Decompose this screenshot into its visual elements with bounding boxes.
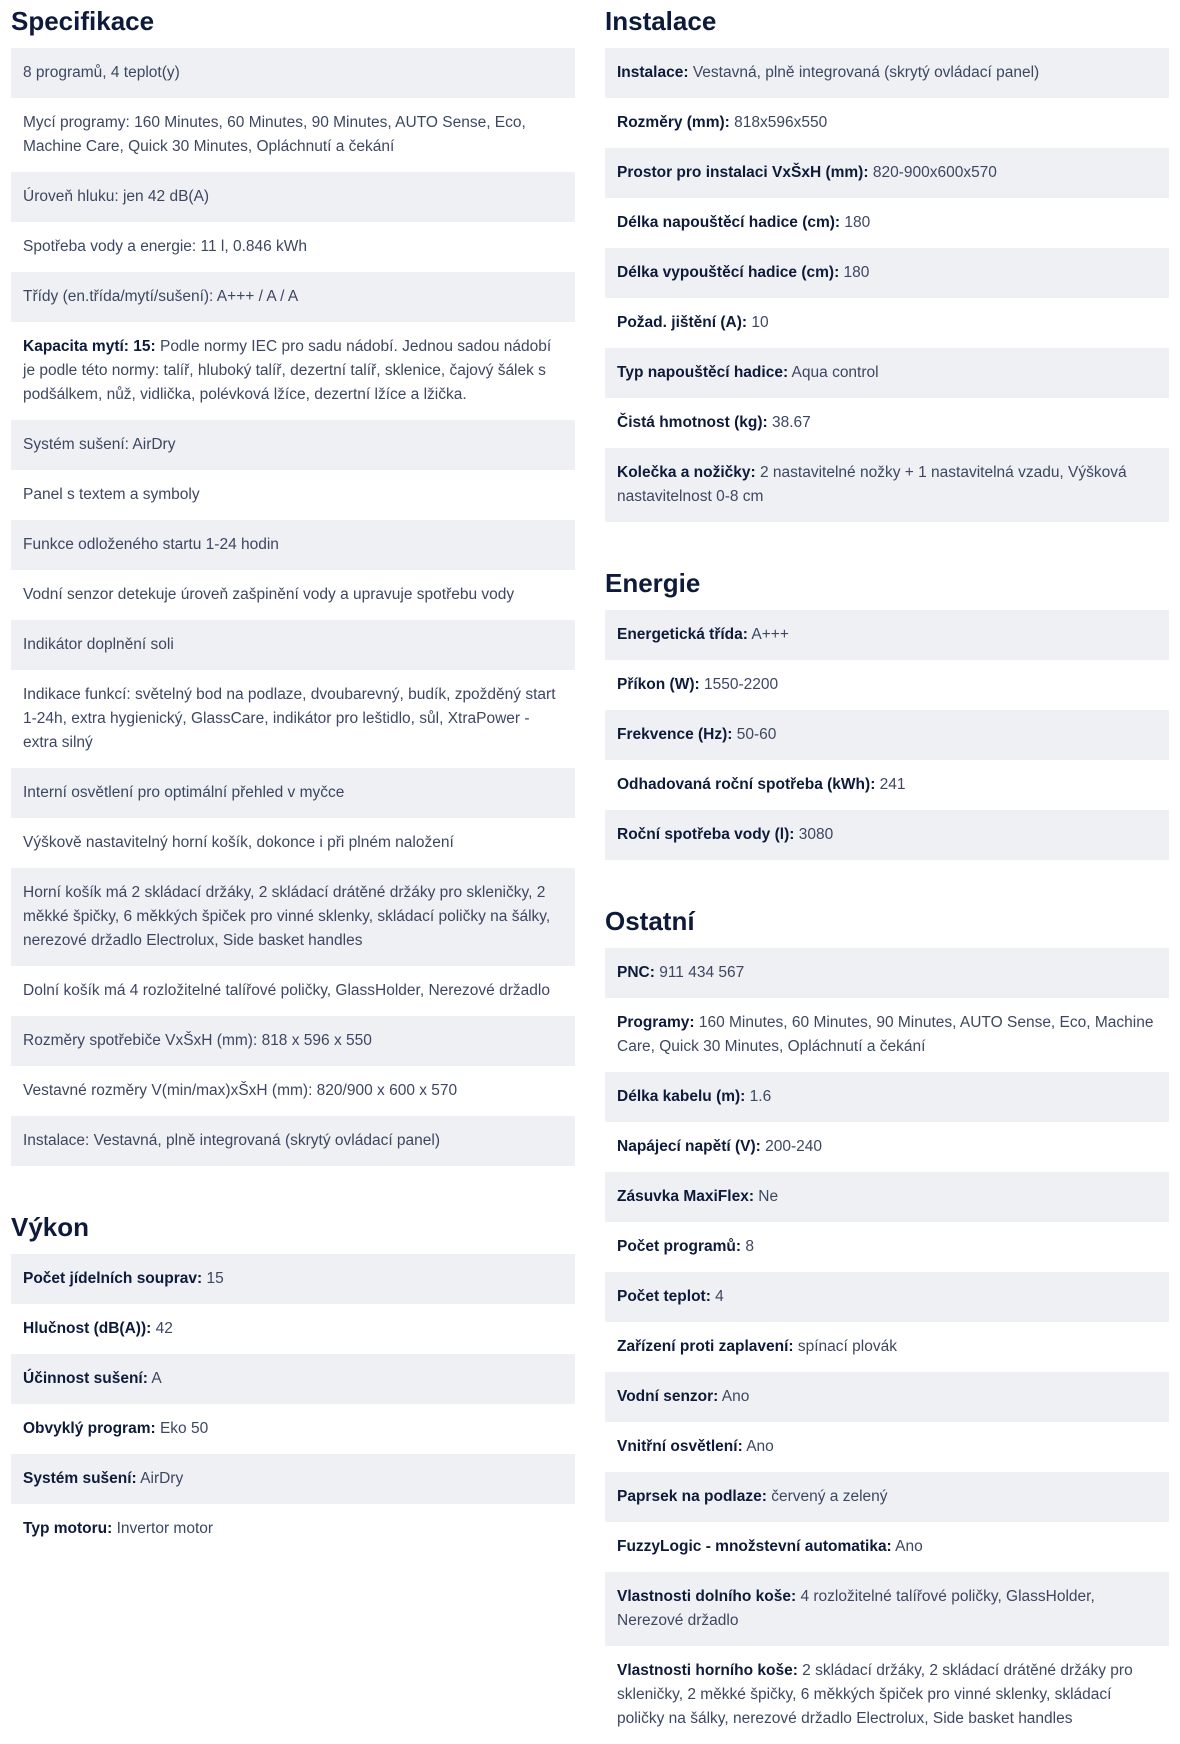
spec-row (605, 1422, 1169, 1472)
spec-row (11, 1304, 575, 1354)
right-column (605, 0, 1169, 1744)
spec-label: Odhadovaná roční spotřeba (kWh): (617, 776, 876, 793)
spec-label: Systém sušení: (23, 1470, 137, 1487)
spec-list-specifikace (11, 48, 575, 1166)
spec-value: 50-60 (732, 726, 777, 743)
spec-row (605, 198, 1169, 248)
spec-value: 4 (710, 1288, 724, 1305)
spec-row (11, 1504, 575, 1554)
spec-row (605, 1172, 1169, 1222)
spec-value: spínací plovák (793, 1338, 897, 1355)
spec-label: Kolečka a nožičky: (617, 464, 756, 481)
spec-row (11, 1116, 575, 1166)
spec-label: Délka vypouštěcí hadice (cm): (617, 264, 840, 281)
spec-row (11, 570, 575, 620)
spec-label: Vlastnosti dolního koše: (617, 1588, 797, 1605)
spec-label: Vodní senzor: (617, 1388, 719, 1405)
spec-row (11, 1454, 575, 1504)
spec-value: 241 (875, 776, 906, 793)
spec-value: 15 (202, 1270, 224, 1287)
spec-label: PNC: (617, 964, 655, 981)
spec-row (11, 768, 575, 818)
spec-row (605, 610, 1169, 660)
spec-row (605, 710, 1169, 760)
spec-row (605, 1372, 1169, 1422)
spec-label: Roční spotřeba vody (l): (617, 826, 795, 843)
spec-value: Funkce odloženého startu 1-24 hodin (23, 536, 279, 553)
spec-value: Indikátor doplnění soli (23, 636, 174, 653)
spec-row (605, 48, 1169, 98)
spec-row (11, 818, 575, 868)
spec-row (11, 620, 575, 670)
spec-row (605, 1322, 1169, 1372)
spec-value: 180 (840, 214, 871, 231)
spec-row (605, 1572, 1169, 1646)
spec-row (11, 1404, 575, 1454)
spec-value: Interní osvětlení pro optimální přehled v myčce (23, 784, 345, 801)
section-title-instalace: Instalace (605, 6, 717, 36)
spec-label: Prostor pro instalaci VxŠxH (mm): (617, 164, 869, 181)
spec-value: Invertor motor (112, 1520, 214, 1537)
spec-value: 2 nastavitelné nožky + 1 nastavitelná vzadu, Výšková nastavitelnost 0-8 cm (617, 464, 1127, 505)
spec-label: Délka kabelu (m): (617, 1088, 746, 1105)
spec-label: Požad. jištění (A): (617, 314, 748, 331)
spec-label: Vnitřní osvětlení: (617, 1438, 743, 1455)
spec-row (605, 1072, 1169, 1122)
spec-row (11, 322, 575, 420)
spec-label: Typ motoru: (23, 1520, 113, 1537)
spec-label: Čistá hmotnost (kg): (617, 414, 768, 431)
spec-value: Systém sušení: AirDry (23, 436, 176, 453)
spec-label: Obvyklý program: (23, 1420, 156, 1437)
spec-row (605, 948, 1169, 998)
spec-value: Spotřeba vody a energie: 11 l, 0.846 kWh (23, 238, 308, 255)
spec-row (11, 172, 575, 222)
spec-label: Typ napouštěcí hadice: (617, 364, 789, 381)
spec-label: Instalace: (617, 64, 689, 81)
spec-row (11, 1254, 575, 1304)
spec-label: Účinnost sušení: (23, 1370, 148, 1387)
spec-value: 1550-2200 (699, 676, 779, 693)
spec-label: Počet programů: (617, 1238, 742, 1255)
spec-list-vykon (11, 1254, 575, 1554)
spec-value: 820-900x600x570 (868, 164, 997, 181)
spec-row (11, 868, 575, 966)
spec-label: FuzzyLogic - množstevní automatika: (617, 1538, 892, 1555)
spec-value: 38.67 (767, 414, 811, 431)
spec-value: 3080 (794, 826, 834, 843)
spec-value: Ano (718, 1388, 750, 1405)
spec-value: Dolní košík má 4 rozložitelné talířové poličky, GlassHolder, Nerezové držadlo (23, 982, 550, 999)
spec-row (11, 670, 575, 768)
spec-row (605, 1646, 1169, 1744)
spec-row (605, 298, 1169, 348)
spec-value: 911 434 567 (654, 964, 745, 981)
spec-value: Aqua control (788, 364, 879, 381)
spec-label: Energetická třída: (617, 626, 748, 643)
spec-value: Mycí programy: 160 Minutes, 60 Minutes, 90 Minutes, AUTO Sense, Eco, Machine Care, Quick 30 Minutes, Opláchnutí a čekání (23, 114, 526, 155)
spec-row (605, 248, 1169, 298)
spec-row (11, 470, 575, 520)
spec-value: 10 (747, 314, 769, 331)
spec-row (605, 1272, 1169, 1322)
spec-value: Eko 50 (155, 1420, 209, 1437)
spec-row (11, 1016, 575, 1066)
spec-value: Instalace: Vestavná, plně integrovaná (skrytý ovládací panel) (23, 1132, 441, 1149)
spec-label: Vlastnosti horního koše: (617, 1662, 798, 1679)
spec-row (605, 810, 1169, 860)
spec-label: Příkon (W): (617, 676, 700, 693)
spec-row (11, 222, 575, 272)
spec-value: Podle normy IEC pro sadu nádobí. Jednou sadou nádobí je podle této normy: talíř, hluboký talíř, dezertní talíř, sklenice, čajový šálek s podšálkem, nůž, vidlička, polévková lžíce, dezertní lžíce a lžička. (23, 338, 552, 403)
spec-row (605, 1472, 1169, 1522)
spec-row (11, 272, 575, 322)
section-title-vykon: Výkon (11, 1212, 90, 1242)
spec-value: Panel s textem a symboly (23, 486, 200, 503)
spec-value: 160 Minutes, 60 Minutes, 90 Minutes, AUTO Sense, Eco, Machine Care, Quick 30 Minutes, Opláchnutí a čekání (617, 1014, 1154, 1055)
spec-value: Rozměry spotřebiče VxŠxH (mm): 818 x 596 x 550 (23, 1032, 372, 1049)
spec-value: A+++ (747, 626, 789, 643)
spec-value: 2 skládací držáky, 2 skládací drátěné držáky pro skleničky, 2 měkké špičky, 6 měkkých špiček pro vinné sklenky, skládací poličky na šálky, nerezové držadlo Electrolux, Side basket handles (617, 1662, 1133, 1727)
spec-row (11, 966, 575, 1016)
spec-value: Třídy (en.třída/mytí/sušení): A+++ / A / A (23, 288, 299, 305)
spec-label: Programy: (617, 1014, 695, 1031)
spec-label: Kapacita mytí: 15: (23, 338, 156, 355)
spec-value: 1.6 (745, 1088, 772, 1105)
spec-row (11, 420, 575, 470)
spec-value: A (147, 1370, 162, 1387)
spec-label: Hlučnost (dB(A)): (23, 1320, 152, 1337)
spec-value: 200-240 (760, 1138, 823, 1155)
spec-row (605, 1522, 1169, 1572)
spec-row (605, 1222, 1169, 1272)
spec-value: Ano (742, 1438, 774, 1455)
section-title-specifikace: Specifikace (11, 6, 155, 36)
spec-row (605, 98, 1169, 148)
spec-list-instalace (605, 48, 1169, 522)
spec-row (11, 1066, 575, 1116)
left-column (11, 0, 575, 1744)
spec-row (605, 760, 1169, 810)
spec-row (605, 348, 1169, 398)
spec-label: Napájecí napětí (V): (617, 1138, 761, 1155)
spec-label: Délka napouštěcí hadice (cm): (617, 214, 841, 231)
spec-label: Paprsek na podlaze: (617, 1488, 767, 1505)
spec-value: Horní košík má 2 skládací držáky, 2 skládací drátěné držáky pro skleničky, 2 měkké špičky, 6 měkkých špiček pro vinné sklenky, skládací poličky na šálky, nerezové držadlo Electrolux, Side basket handles (23, 884, 551, 949)
spec-row (11, 48, 575, 98)
section-title-ostatni: Ostatní (605, 906, 695, 936)
spec-label: Zásuvka MaxiFlex: (617, 1188, 754, 1205)
spec-value: 818x596x550 (729, 114, 828, 131)
spec-list-energie (605, 610, 1169, 860)
spec-label: Rozměry (mm): (617, 114, 730, 131)
spec-value: 8 (741, 1238, 754, 1255)
spec-value: 4 rozložitelné talířové poličky, GlassHolder, Nerezové držadlo (617, 1588, 1095, 1629)
spec-value: 180 (839, 264, 870, 281)
spec-row (605, 1122, 1169, 1172)
spec-row (605, 448, 1169, 522)
spec-row (11, 1354, 575, 1404)
spec-list-ostatni (605, 948, 1169, 1744)
spec-value: 42 (151, 1320, 173, 1337)
spec-value: Indikace funkcí: světelný bod na podlaze, dvoubarevný, budík, zpožděný start 1-24h, extra hygienický, GlassCare, indikátor pro leštidlo, sůl, XtraPower - extra silný (23, 686, 556, 751)
spec-label: Frekvence (Hz): (617, 726, 733, 743)
spec-value: Úroveň hluku: jen 42 dB(A) (23, 188, 210, 205)
spec-label: Počet jídelních souprav: (23, 1270, 203, 1287)
spec-value: Ne (753, 1188, 779, 1205)
spec-value: Výškově nastavitelný horní košík, dokonce i při plném naložení (23, 834, 454, 851)
section-title-energie: Energie (605, 568, 701, 598)
spec-row (11, 98, 575, 172)
spec-label: Zařízení proti zaplavení: (617, 1338, 794, 1355)
spec-row (11, 520, 575, 570)
spec-value: Vestavné rozměry V(min/max)xŠxH (mm): 820/900 x 600 x 570 (23, 1082, 458, 1099)
spec-value: Ano (891, 1538, 923, 1555)
spec-row (605, 148, 1169, 198)
spec-row (605, 660, 1169, 710)
spec-value: Vestavná, plně integrovaná (skrytý ovládací panel) (688, 64, 1040, 81)
spec-value: Vodní senzor detekuje úroveň zašpinění vody a upravuje spotřebu vody (23, 586, 515, 603)
spec-value: AirDry (136, 1470, 184, 1487)
spec-value: 8 programů, 4 teplot(y) (23, 64, 180, 81)
spec-label: Počet teplot: (617, 1288, 711, 1305)
spec-row (605, 398, 1169, 448)
spec-row (605, 998, 1169, 1072)
spec-value: červený a zelený (766, 1488, 888, 1505)
